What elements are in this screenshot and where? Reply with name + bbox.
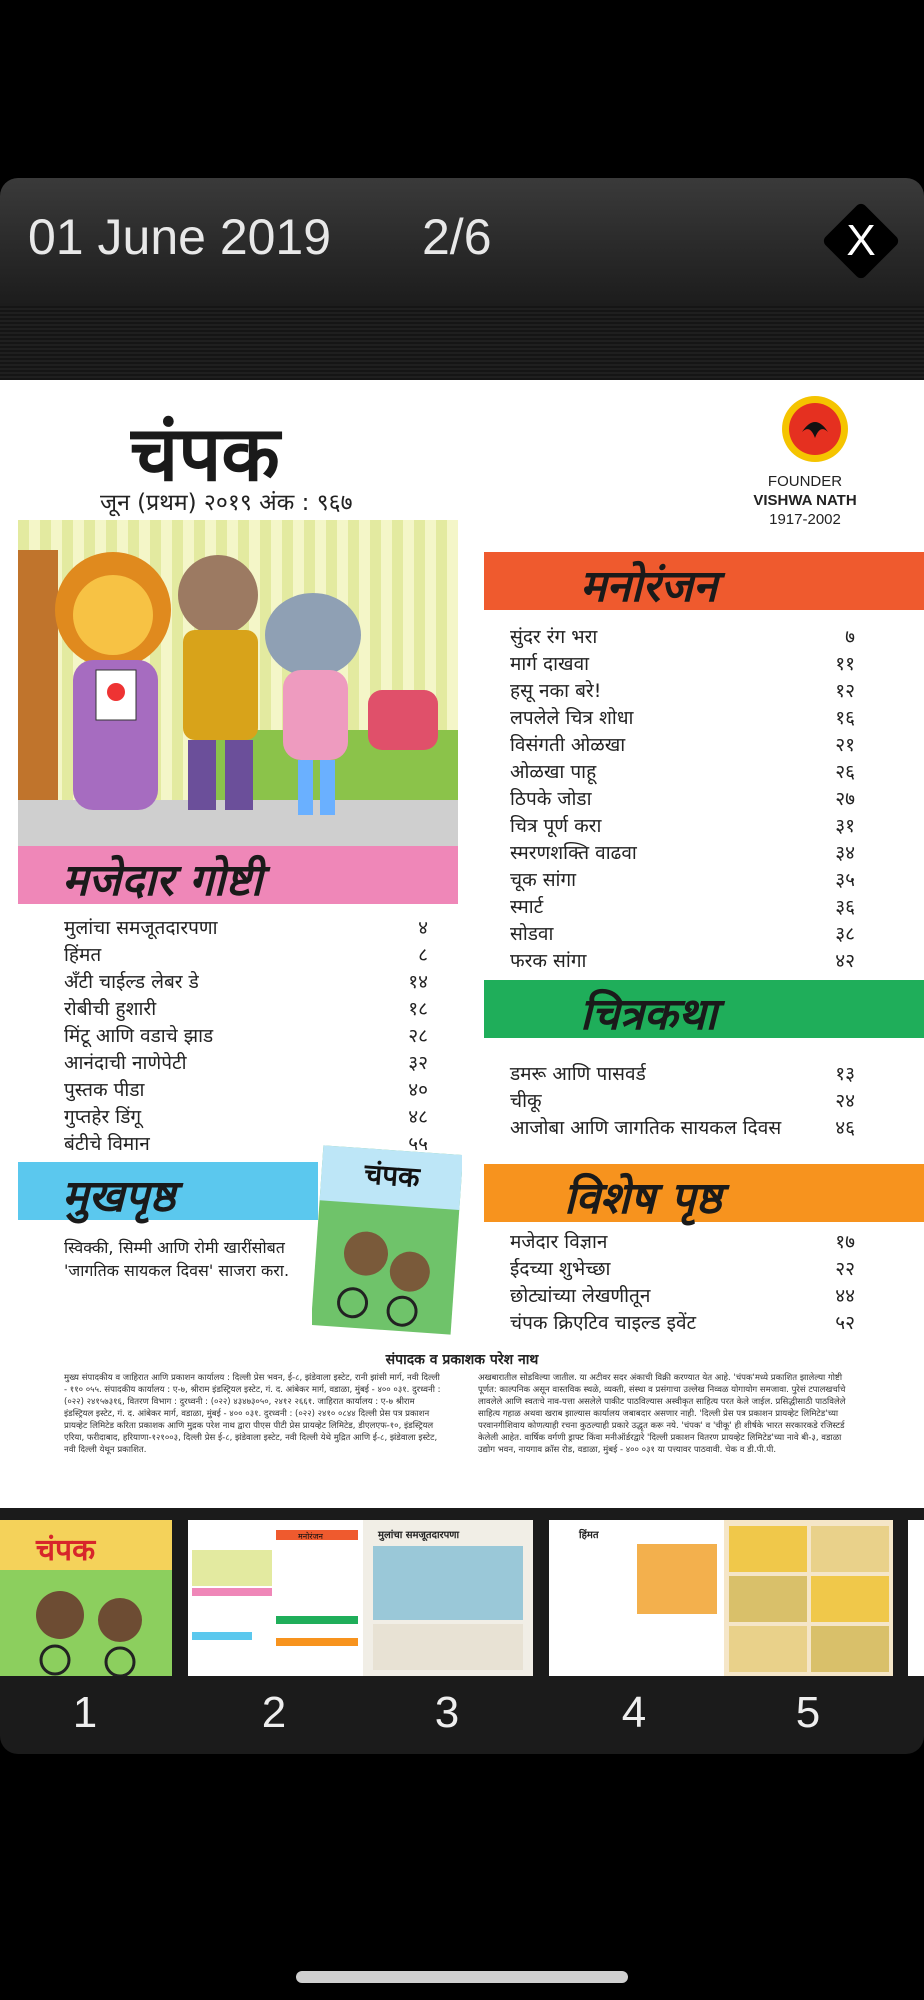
thumbnail-number-5: 5	[795, 1688, 821, 1737]
founder-name: VISHWA NATH	[753, 492, 857, 509]
toc-entry[interactable]	[64, 914, 428, 941]
home-indicator[interactable]	[296, 1971, 628, 1983]
thumbnail-4-5-art	[549, 1520, 893, 1676]
section-vishesh-band	[484, 1164, 924, 1222]
toc-entry-title: हसू नका बरे!	[510, 680, 602, 702]
editor-line: संपादक व प्रकाशक परेश नाथ	[385, 1352, 539, 1368]
toc-entry-page: ५२	[835, 1312, 855, 1334]
section-majedar-band	[18, 846, 458, 904]
toc-entry-title: फरक सांगा	[510, 950, 587, 972]
svg-text:मनोरंजन: मनोरंजन	[298, 1532, 323, 1541]
svg-text:चंपक: चंपक	[363, 1157, 421, 1195]
toc-entry-page: ३४	[835, 842, 855, 864]
toc-entry-page: ८	[418, 944, 428, 966]
toc-entry-page: १४	[408, 971, 428, 993]
thumbnail-number-3: 3	[434, 1688, 460, 1737]
toc-entry-page: १६	[835, 707, 855, 729]
toc-entry-title: सोडवा	[510, 923, 554, 945]
toc-entry[interactable]	[510, 1309, 855, 1336]
toc-entry-page: ४६	[835, 1117, 855, 1139]
toc-entry[interactable]	[510, 1060, 855, 1087]
cover-description: स्विक्की, सिम्मी आणि रोमी खारींसोबत 'जागतिक सायकल दिवस' साजरा करा.	[64, 1238, 290, 1280]
toc-entry-page: ३१	[835, 815, 855, 837]
imprint-right: अखबारातील सोडविल्या जातील. या अटीवर सदर अंकाची विक्री करण्यात येत आहे. 'चंपक'मध्ये प्रकाशित झालेल्या गोष्टी पूर्णत: काल्पनिक असून वास्तविक स्थळे, व्यक्ती, संस्था व प्रसंगाचा उल्लेख निव्वळ योगायोग समजावा. पुरेसं टपालखर्चाचे लावलेले आणि स्वतःचे नाव-पत्ता असलेले पाकीट पाठविल्यास अस्वीकृत साहित्य परत केले जाईल. प्रसिद्धीसाठी पाठविलेले साहित्य गहाळ अथवा खराब झाल्यास कार्यालय जबाबदार असणार नाही. 'दिल्ली प्रेस पत्र प्रकाशन प्रायव्हेट लिमिटेड'च्या परवानगीशिवाय कोणत्याही रचना कुठल्याही प्रकारे उद्धृत करू नये. 'चंपक' व 'चीकू' ही शीर्षके भारत सरकारकडे रजिस्टर्ड केलेली आहेत. वार्षिक वर्गणी ड्राफ्ट किंवा मनीऑर्डरद्वारे 'दिल्ली प्रकाशन वितरण प्रायव्हेट लिमिटेड'च्या नावे बी-३, वडाळा उद्योग भवन, नायगाव क्रॉस रोड, वडाळा, मुंबई - ४०० ०३१ या पत्त्यावर पाठवावी. चेक व डी.पी.पी.	[478, 1373, 846, 1455]
thumbnail-page-4-5[interactable]	[549, 1520, 893, 1676]
toc-entry[interactable]	[510, 1255, 855, 1282]
toc-entry[interactable]	[510, 893, 855, 920]
close-label: X	[846, 216, 876, 265]
story-illustration	[18, 520, 458, 850]
thumbnail-number-2: 2	[261, 1688, 287, 1737]
toc-entry-page: ४०	[408, 1079, 428, 1101]
toc-entry-page: ५५	[408, 1133, 428, 1155]
toc-entry-page: २८	[408, 1025, 428, 1047]
toc-entry-title: ठिपके जोडा	[510, 788, 592, 810]
toc-entry[interactable]	[510, 1087, 855, 1114]
toc-entry[interactable]	[64, 1103, 428, 1130]
toc-entry-page: ४	[418, 917, 428, 939]
page-thumbnail-strip[interactable]	[0, 1508, 924, 1754]
toc-entry-title: अँटी चाईल्ड लेबर डे	[64, 971, 199, 993]
section-manoranjan-band	[484, 552, 924, 610]
issue-line: जून (प्रथम) २०१९ अंक : ९६७	[100, 490, 353, 516]
viewer-header	[0, 178, 924, 306]
cover-thumbnail	[312, 1145, 462, 1335]
toc-entry-title: सुंदर रंग भरा	[510, 626, 598, 648]
thumbnail-number-1: 1	[72, 1688, 98, 1737]
thumbnail-number-4: 4	[621, 1688, 647, 1737]
toc-entry-title: चूक सांगा	[510, 869, 577, 891]
thumbnail-2-3-art	[188, 1520, 533, 1676]
toc-entry-page: २७	[835, 788, 855, 810]
toc-entry-title: रोबीची हुशारी	[64, 998, 157, 1020]
section-chitrakatha-title: चित्रकथा	[580, 989, 717, 1040]
toc-entry-title: आनंदाची नाणेपेटी	[64, 1052, 187, 1074]
toc-entry-title: ओळखा पाहू	[510, 761, 597, 783]
toc-entry-title: विसंगती ओळखा	[510, 734, 626, 756]
toc-entry[interactable]	[510, 785, 855, 812]
section-manoranjan-list	[510, 623, 855, 974]
section-vishesh-list	[510, 1228, 855, 1336]
toc-entry-page: २४	[835, 1090, 855, 1112]
thumbnail-page-6-partial[interactable]	[908, 1520, 924, 1676]
founder-block	[730, 472, 880, 529]
toc-entry[interactable]	[510, 704, 855, 731]
toc-entry[interactable]	[64, 1022, 428, 1049]
toc-entry-page: ४२	[835, 950, 855, 972]
close-button[interactable]	[818, 198, 904, 284]
imprint-left: मुख्य संपादकीय व जाहिरात आणि प्रकाशन कार्यालय : दिल्ली प्रेस भवन, ई-८, झंडेवाला इस्टेट, रानी झांसी मार्ग, नवी दिल्ली - ११० ०५५. संपादकीय कार्यालय : ए-७, श्रीराम इंडस्ट्रियल इस्टेट, गं. द. आंबेकर मार्ग, वडाळा, मुंबई - ४०० ०३१. दुरध्वनी : (०२२) २४१५७३१६, वितरण विभाग : दुरध्वनी : (०२२) ४३४७३०५०, २४१२ २६६१. जाहिरात कार्यालय : ए-७ श्रीराम इंडस्ट्रियल इस्टेट, गं. द. आंबेकर मार्ग, वडाळा, मुंबई - ४०० ०३१. दुरध्वनी : (०२२) २४१० ०८४४ दिल्ली प्रेस पत्र प्रकाशन प्रायव्हेट लिमिटेड करिता प्रकाशक आणि मुद्रक परेश नाथ द्वारा पीएस पीटी प्रेस प्रायव्हेट लिमिटेड, डीएलएफ-१०, इंडस्ट्रियल एरिया, फरीदाबाद, हरियाणा-१२१००३, दिल्ली प्रेस ई-८, झंडेवाला इस्टेट, नवी दिल्ली येथे मुद्रित आणि ई-८, झंडेवाला इस्टेट, नवी दिल्ली येथून प्रकाशित.	[64, 1373, 441, 1455]
toc-entry[interactable]	[510, 677, 855, 704]
thumbnail-page-1[interactable]	[0, 1520, 172, 1676]
toc-entry-page: ७	[845, 626, 855, 648]
toc-entry-title: मिंटू आणि वडाचे झाड	[64, 1025, 214, 1047]
toc-entry-title: आजोबा आणि जागतिक सायकल दिवस	[510, 1117, 782, 1139]
toc-entry-page: ४८	[408, 1106, 428, 1128]
toc-entry-page: १२	[835, 680, 855, 702]
svg-text:मुलांचा समजूतदारपणा: मुलांचा समजूतदारपणा	[378, 1530, 460, 1541]
founder-emblem-icon	[780, 394, 850, 464]
toc-entry-page: ३२	[408, 1052, 428, 1074]
toc-entry[interactable]	[510, 1114, 855, 1141]
section-majedar-list	[64, 914, 428, 1157]
toc-entry-title: पुस्तक पीडा	[64, 1079, 145, 1101]
toc-entry-page: २२	[835, 1258, 855, 1280]
toc-entry-page: ४४	[835, 1285, 855, 1307]
toc-entry-title: मजेदार विज्ञान	[510, 1231, 608, 1253]
svg-text:चंपक: चंपक	[36, 1533, 96, 1568]
svg-text:चंपक: चंपक	[130, 409, 280, 498]
toc-entry-title: ईदच्या शुभेच्छा	[510, 1258, 611, 1280]
section-mukhprushth-band	[18, 1162, 318, 1220]
toc-entry-title: छोट्यांच्या लेखणीतून	[510, 1285, 651, 1307]
toc-entry-title: चीकू	[510, 1090, 542, 1112]
toc-entry[interactable]	[510, 731, 855, 758]
toc-entry-title: स्मरणशक्ति वाढवा	[510, 842, 637, 864]
toc-entry-page: १७	[835, 1231, 855, 1253]
toc-entry[interactable]	[510, 650, 855, 677]
magazine-page[interactable]	[0, 380, 924, 1508]
toc-entry-title: चंपक क्रिएटिव चाइल्ड इवेंट	[510, 1312, 697, 1334]
section-manoranjan-title: मनोरंजन	[580, 561, 718, 612]
toc-entry-page: ३८	[835, 923, 855, 945]
toc-entry-title: डमरू आणि पासवर्ड	[510, 1063, 646, 1085]
toc-entry[interactable]	[510, 1282, 855, 1309]
toc-entry[interactable]	[64, 968, 428, 995]
issue-date: 01 June 2019	[28, 209, 332, 265]
toc-entry[interactable]	[64, 1076, 428, 1103]
thumbnail-page-2-3[interactable]	[188, 1520, 533, 1676]
toc-entry[interactable]	[510, 866, 855, 893]
section-chitrakatha-list	[510, 1060, 855, 1141]
toc-entry[interactable]	[510, 1228, 855, 1255]
toc-entry-page: ३६	[835, 896, 855, 918]
toc-entry[interactable]	[510, 839, 855, 866]
toc-entry-page: १३	[835, 1063, 855, 1085]
toc-entry-title: बंटीचे विमान	[64, 1133, 150, 1155]
toc-entry[interactable]	[64, 1049, 428, 1076]
toc-entry[interactable]	[510, 623, 855, 650]
founder-label: FOUNDER	[767, 473, 843, 490]
toc-entry[interactable]	[510, 920, 855, 947]
section-mukhprushth-title: मुखपृष्ठ	[62, 1171, 176, 1222]
founder-years: 1917-2002	[769, 511, 841, 528]
toc-entry-page: १८	[408, 998, 428, 1020]
section-vishesh-title: विशेष पृष्ठ	[564, 1173, 722, 1224]
toc-entry-page: २१	[835, 734, 855, 756]
page-indicator: 2/6	[422, 209, 492, 265]
toc-entry-title: चित्र पूर्ण करा	[510, 815, 602, 837]
toc-entry-page: ११	[835, 653, 855, 675]
section-majedar-title: मजेदार गोष्टी	[62, 855, 263, 906]
toc-entry-title: लपलेले चित्र शोधा	[510, 707, 634, 729]
section-chitrakatha-band	[484, 980, 924, 1038]
toc-entry-title: स्मार्ट	[510, 896, 544, 918]
toc-entry-title: गुप्तहेर डिंगू	[64, 1106, 142, 1128]
toc-entry-title: मुलांचा समजूतदारपणा	[64, 917, 218, 939]
toc-entry[interactable]	[64, 941, 428, 968]
toc-entry-title: मार्ग दाखवा	[510, 653, 590, 675]
header-shadow-band	[0, 306, 924, 380]
toc-entry-title: हिंमत	[64, 944, 102, 966]
toc-entry-page: ३५	[835, 869, 855, 891]
toc-entry[interactable]	[510, 758, 855, 785]
toc-entry-page: २६	[835, 761, 855, 783]
toc-entry[interactable]	[510, 812, 855, 839]
toc-entry[interactable]	[64, 995, 428, 1022]
thumbnail-1-art	[0, 1520, 172, 1676]
svg-text:हिंमत: हिंमत	[579, 1530, 599, 1541]
toc-entry[interactable]	[510, 947, 855, 974]
